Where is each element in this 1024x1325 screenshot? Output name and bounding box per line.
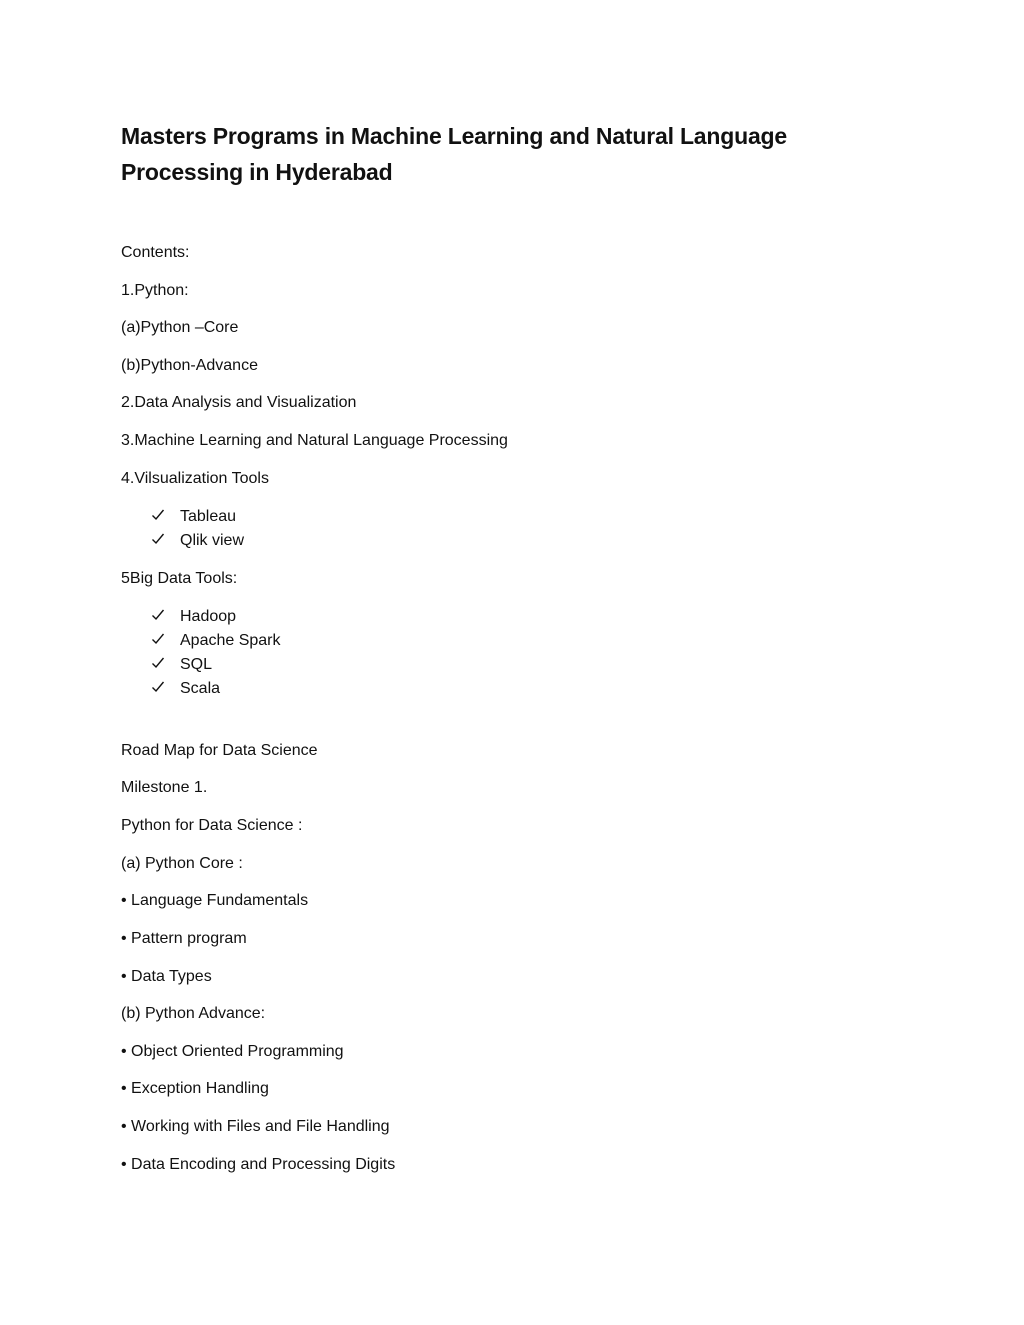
python-ds-heading: Python for Data Science : xyxy=(121,817,303,834)
check-mark-icon xyxy=(151,680,165,694)
milestone-label: Milestone 1. xyxy=(121,779,208,796)
check-list-item xyxy=(151,507,236,527)
viz-tool-label: Qlik view xyxy=(180,532,245,549)
advance-topic-item: • Exception Handling xyxy=(121,1080,269,1097)
big-data-tool-label: Scala xyxy=(180,680,221,697)
advance-topic-item: • Data Encoding and Processing Digits xyxy=(121,1156,396,1173)
check-mark-icon xyxy=(151,608,165,622)
contents-heading: Contents: xyxy=(121,244,190,261)
check-list-item xyxy=(151,631,281,651)
contents-item-data-analysis: 2.Data Analysis and Visualization xyxy=(121,394,357,411)
advance-topic-item: • Working with Files and File Handling xyxy=(121,1118,390,1135)
big-data-tool-label: SQL xyxy=(180,656,213,673)
big-data-tool-label: Apache Spark xyxy=(180,632,281,649)
check-mark-icon xyxy=(151,656,165,670)
big-data-tool-label: Hadoop xyxy=(180,608,237,625)
viz-tool-label: Tableau xyxy=(180,508,237,525)
core-topic-item: • Pattern program xyxy=(121,930,247,947)
contents-item-viz-tools: 4.Vilsualization Tools xyxy=(121,470,269,487)
check-list-item xyxy=(151,655,212,675)
contents-item-python: 1.Python: xyxy=(121,282,189,299)
document-title: Masters Programs in Machine Learning and Natural Language Processing in Hyderabad xyxy=(121,123,787,185)
check-list-item xyxy=(151,679,220,699)
python-core-heading: (a) Python Core : xyxy=(121,855,243,872)
contents-item-python-advance: (b)Python-Advance xyxy=(121,357,258,374)
core-topic-item: • Data Types xyxy=(121,968,212,985)
python-advance-heading: (b) Python Advance: xyxy=(121,1005,266,1022)
roadmap-heading: Road Map for Data Science xyxy=(121,742,318,759)
check-mark-icon xyxy=(151,532,165,546)
check-mark-icon xyxy=(151,632,165,646)
check-list-item xyxy=(151,531,244,551)
core-topic-item: • Language Fundamentals xyxy=(121,892,309,909)
contents-item-ml-nlp: 3.Machine Learning and Natural Language Processing xyxy=(121,432,508,449)
check-mark-icon xyxy=(151,508,165,522)
advance-topic-item: • Object Oriented Programming xyxy=(121,1043,344,1060)
contents-item-big-data: 5Big Data Tools: xyxy=(121,570,238,587)
check-list-item xyxy=(151,607,236,627)
contents-item-python-core: (a)Python –Core xyxy=(121,319,239,336)
